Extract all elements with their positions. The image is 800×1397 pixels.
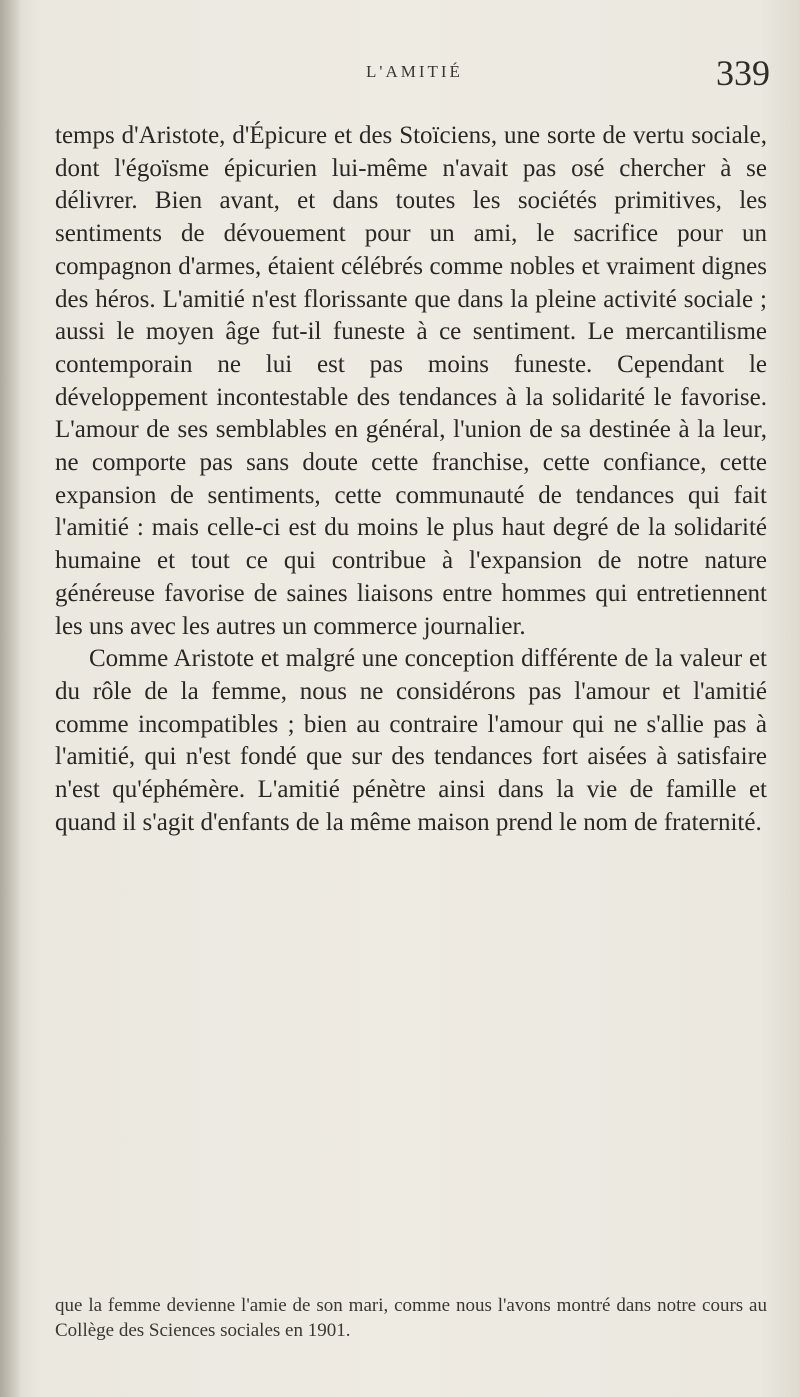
footnote: que la femme devienne l'amie de son mari, comme nous l'avons montré dans notre cours au Collège des Sciences sociales en 1901. <box>55 1295 767 1341</box>
paragraph-2: Comme Aristote et malgré une conception différente de la valeur et du rôle de la femme, nous ne considérons pas l'amour et l'amitié comme incompatibles ; bien au contraire l'amour qui ne s'allie pas à l'amitié, qui n'est fondé que sur des tendances fort aisées à satisfaire n'est qu'éphémère. L'amitié pénètre ainsi dans la vie de famille et quand il s'agit d'enfants de la même maison prend le nom de fraternité. <box>55 645 767 836</box>
running-head <box>50 52 770 102</box>
paragraph-1: temps d'Aristote, d'Épicure et des Stoïciens, une sorte de vertu sociale, dont l'égoïsme épicurien lui-même n'avait pas osé chercher à se délivrer. Bien avant, et dans toutes les sociétés primitives, les sentiments de dévouement pour un ami, le sacrifice pour un compagnon d'armes, étaient célébrés comme nobles et vraiment dignes des héros. L'amitié n'est florissante que dans la pleine activité sociale ; aussi le moyen âge fut-il funeste à ce sentiment. Le mercantilisme contemporain ne lui est pas moins funeste. Cependant le développement incontestable des tendances à la solidarité le favorise. L'amour de ses semblables en général, l'union de sa destinée à la leur, ne comporte pas sans doute cette franchise, cette confiance, cette expansion de sentiments, cette communauté de tendances qui fait l'amitié : mais celle-ci est du moins le plus haut degré de la solidarité humaine et tout ce qui contribue à l'expansion de notre nature généreuse favorise de saines liaisons entre hommes qui entretiennent les uns avec les autres un commerce journalier. <box>55 122 767 640</box>
spine-shadow <box>0 0 22 1397</box>
body-text <box>55 120 767 839</box>
running-title: L'AMITIÉ <box>366 62 463 81</box>
page-number: 339 <box>716 53 770 93</box>
